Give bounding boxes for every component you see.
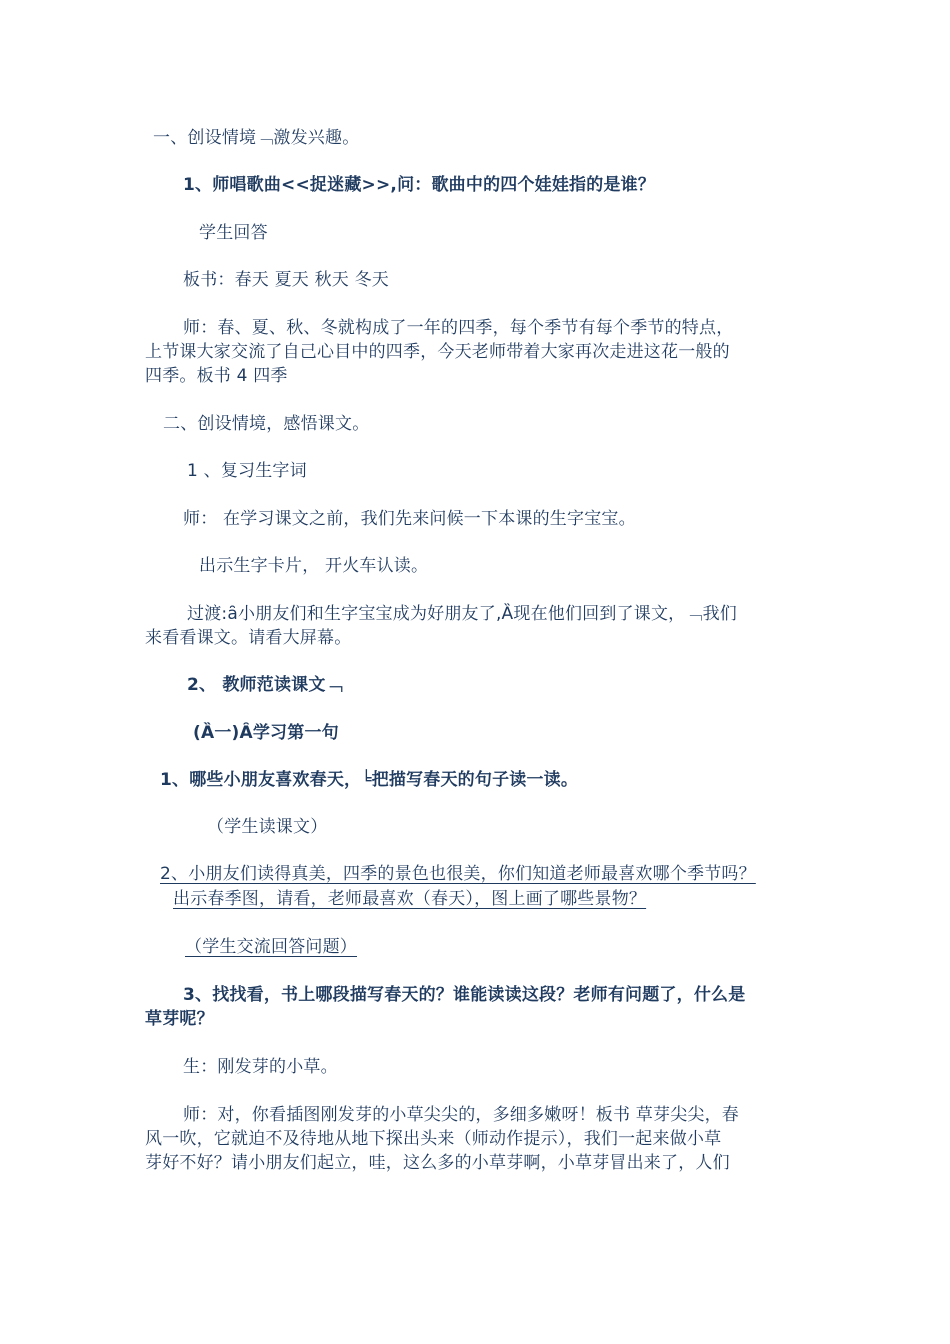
paragraph-line: 风一吹，它就迫不及待地从地下探出头来（师动作提示），我们一起来做小草 <box>145 1129 722 1149</box>
paragraph-line: 1、哪些小朋友喜欢春天，╘把描写春天的句子读一读。 <box>160 770 579 790</box>
paragraph-line: 2、 教师范读课文﹁ <box>187 675 343 695</box>
paragraph-line: 1 、复习生字词 <box>187 461 307 481</box>
paragraph-line: 学生回答 <box>199 223 268 243</box>
paragraph-line: 上节课大家交流了自己心目中的四季，今天老师带着大家再次走进这花一般的 <box>145 342 730 362</box>
heading-section-2: 二、创设情境，感悟课文。 <box>163 414 370 434</box>
paragraph-line: 过渡:ȃ小朋友们和生字宝宝成为好朋友了,Ȁ现在他们回到了课文，﹁我们 <box>187 604 737 624</box>
paragraph-line: 师：对，你看插图刚发芽的小草尖尖的，多细多嫩呀！板书 草芽尖尖，春 <box>183 1105 740 1125</box>
paragraph-line: 1、师唱歌曲<<捉迷藏>>,问：歌曲中的四个娃娃指的是谁？ <box>183 175 656 195</box>
paragraph-line: (Ȁ一)Ȃ学习第一句 <box>193 723 339 743</box>
paragraph-line: 来看看课文。请看大屏幕。 <box>145 628 352 648</box>
heading-section-1: 一、创设情境﹁激发兴趣。 <box>153 128 360 148</box>
paragraph-line: 芽好不好？请小朋友们起立，哇，这么多的小草芽啊，小草芽冒出来了，人们 <box>145 1153 730 1173</box>
paragraph-line: 师： 在学习课文之前，我们先来问候一下本课的生字宝宝。 <box>183 509 636 529</box>
paragraph-line: 四季。板书 4 四季 <box>145 366 288 386</box>
paragraph-line: 草芽呢？ <box>145 1009 214 1029</box>
underlined-line: （学生交流回答问题） <box>185 937 357 957</box>
underlined-line: 出示春季图，请看，老师最喜欢（春天），图上画了哪些景物？ <box>173 889 647 909</box>
paragraph-line: 师：春、夏、秋、冬就构成了一年的四季，每个季节有每个季节的特点， <box>183 318 734 338</box>
paragraph-line: 出示生字卡片， 开火车认读。 <box>199 556 429 576</box>
paragraph-line: 板书：春天 夏天 秋天 冬天 <box>183 270 390 290</box>
paragraph-line: 生：刚发芽的小草。 <box>183 1057 338 1077</box>
paragraph-line: 3、找找看，书上哪段描写春天的？谁能读读这段？老师有问题了，什么是 <box>183 985 746 1005</box>
paragraph-line: （学生读课文） <box>207 817 328 837</box>
underlined-line: 2、小朋友们读得真美，四季的景色也很美，你们知道老师最喜欢哪个季节吗？ <box>160 864 756 884</box>
